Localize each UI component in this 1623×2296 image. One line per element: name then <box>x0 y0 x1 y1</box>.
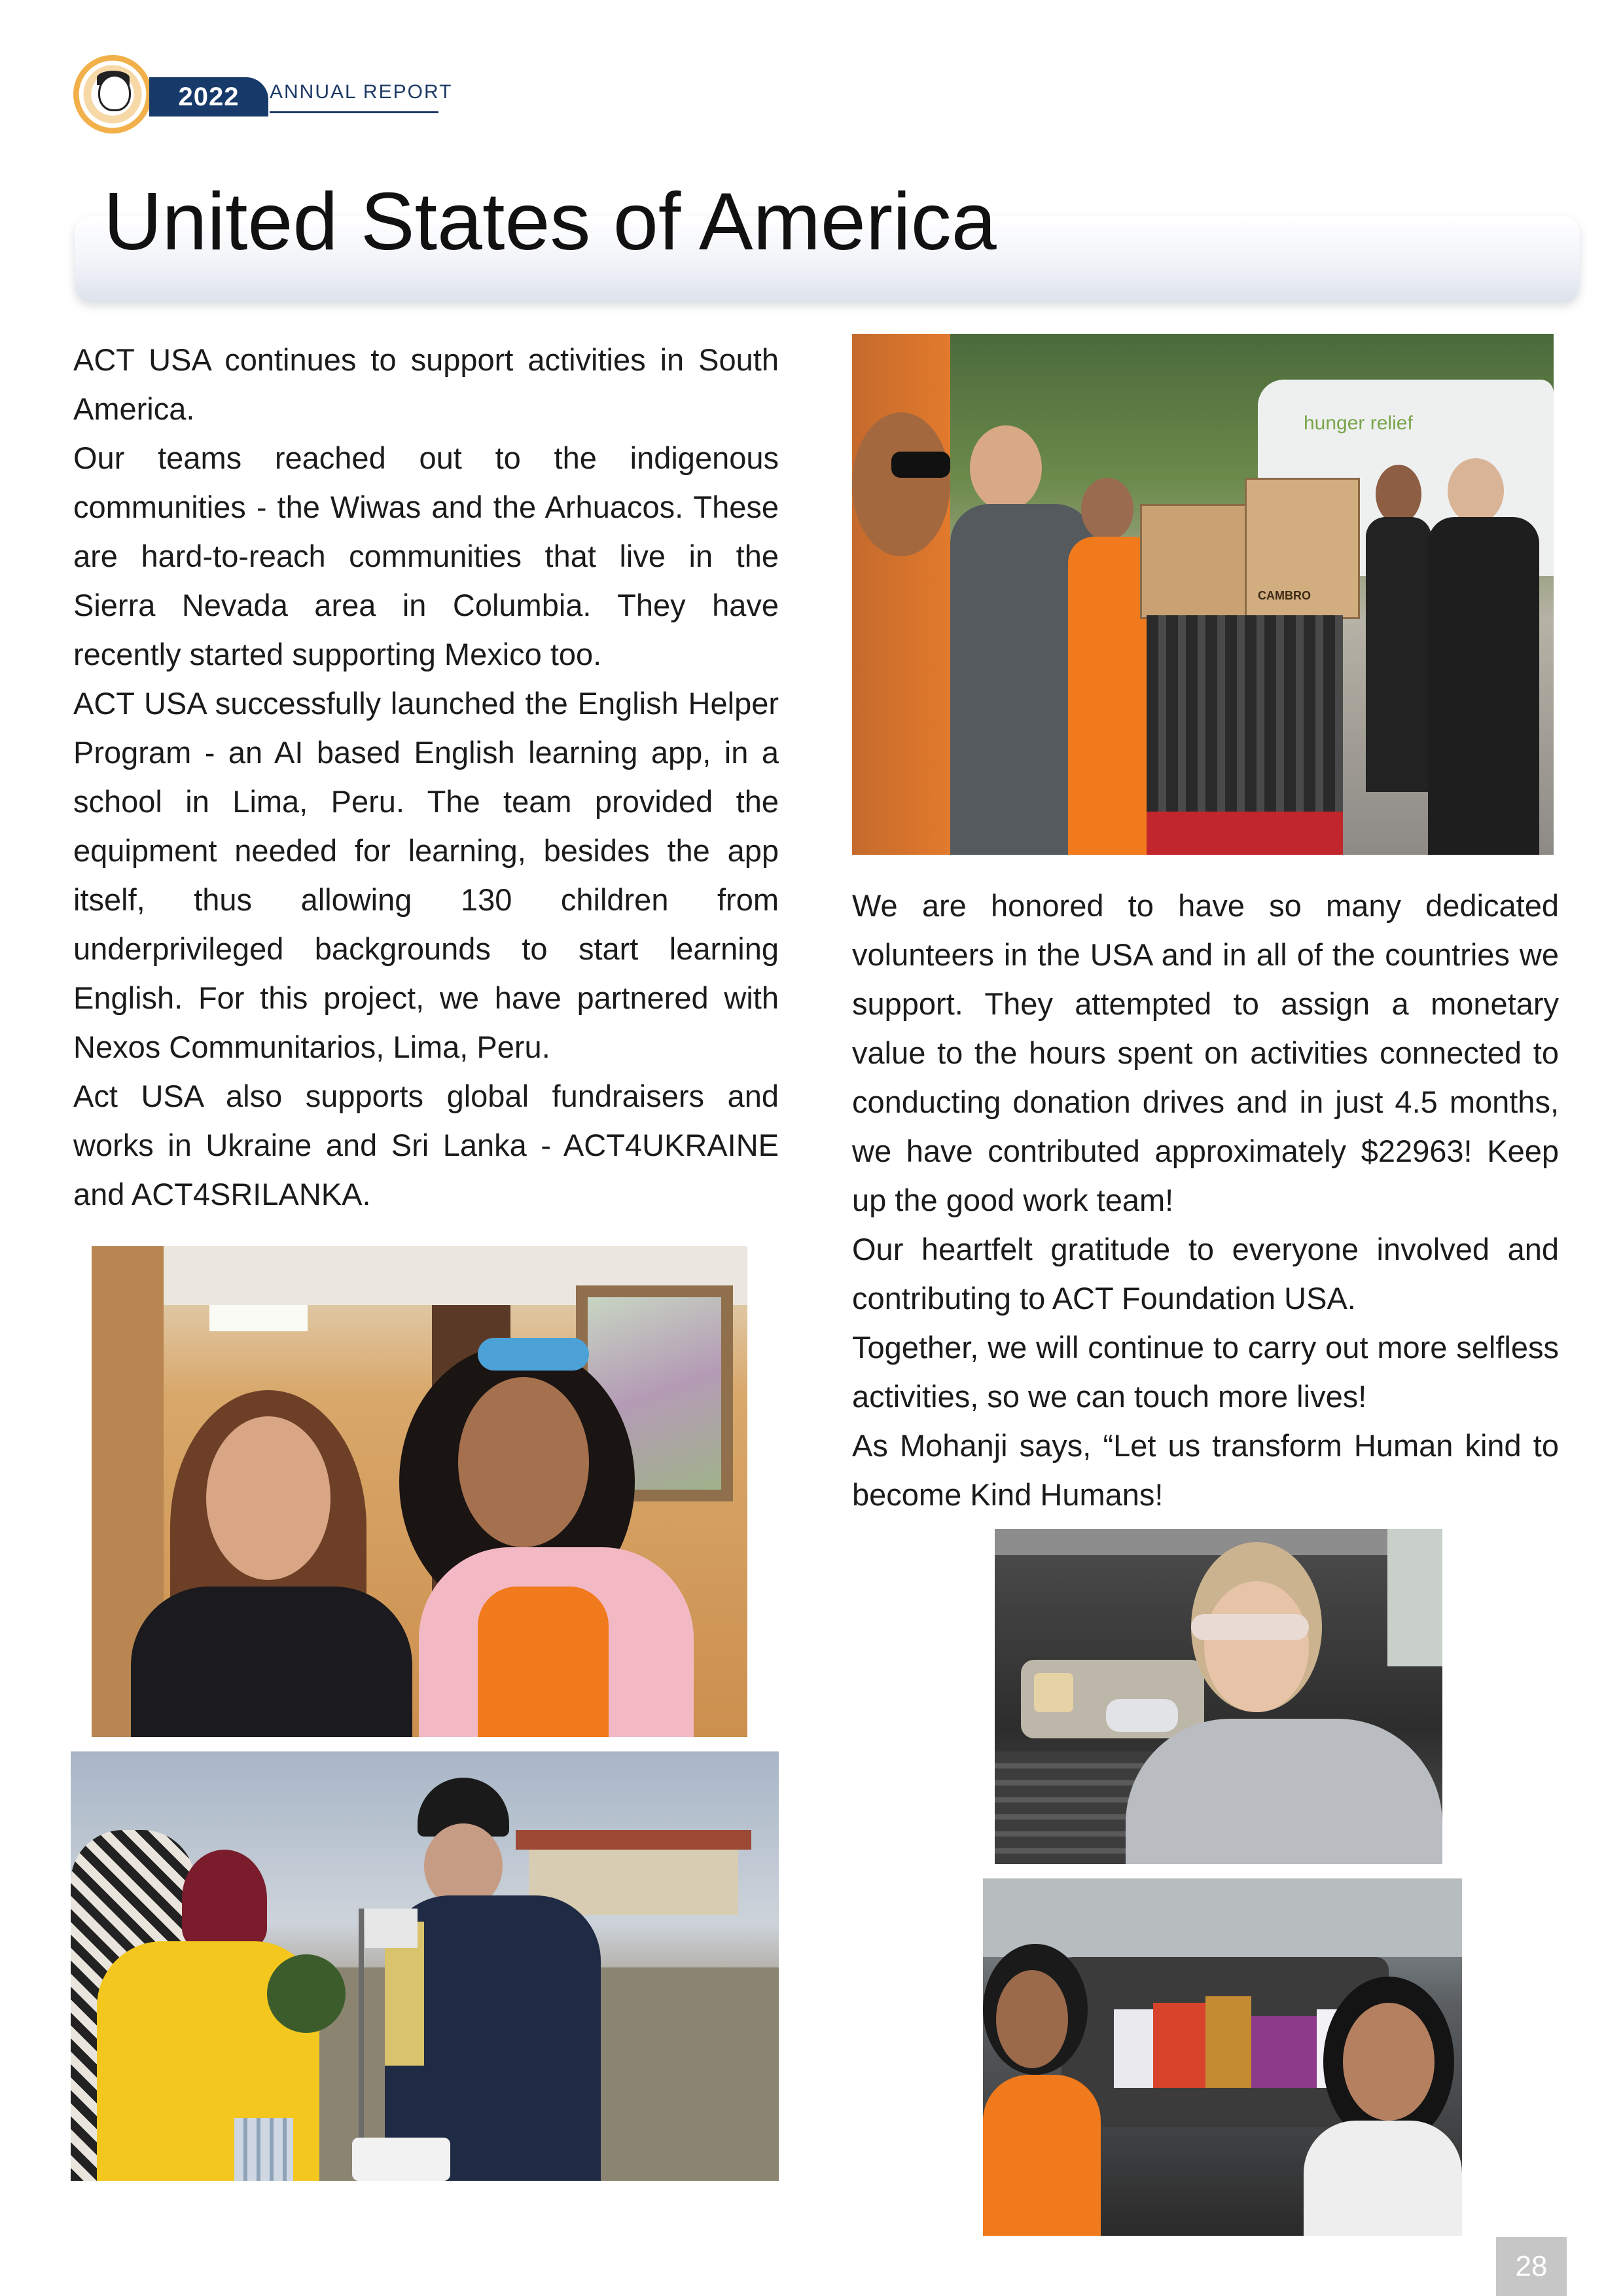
right-text-column <box>852 881 1559 1519</box>
page-title: United States of America <box>103 177 997 267</box>
photo-two-volunteers-selfie <box>92 1246 747 1737</box>
annual-report-label: ANNUAL REPORT <box>270 81 453 103</box>
paragraph: ACT USA continues to support activities in South America. <box>73 342 779 426</box>
paragraph: Our teams reached out to the indigenous communities - the Wiwas and the Arhuacos. These are hard-to-reach communities that live in the Sierra Nevada area in Columbia. They have recently started supporting Mexico too. <box>73 440 779 672</box>
photo-volunteers-donation-boxes <box>852 334 1554 855</box>
photo-car-trunk-donations <box>995 1529 1442 1864</box>
header-underline <box>270 111 438 113</box>
paragraph: Act USA also supports global fundraisers and works in Ukraine and Sri Lanka - ACT4UKRAINE and ACT4SRILANKA. <box>73 1079 779 1211</box>
paragraph: Together, we will continue to carry out more selfless activities, so we can touch more lives! <box>852 1330 1559 1414</box>
photo-food-distribution <box>71 1751 779 2181</box>
act-foundation-logo <box>73 55 152 134</box>
page-number: 28 <box>1496 2237 1567 2296</box>
paragraph: We are honored to have so many dedicated volunteers in the USA and in all of the countries we support. They attempted to assign a monetary value to the hours spent on activities connected to conducting donation drives and in just 4.5 months, we have contributed approximately $22963! Keep up the good work team! <box>852 888 1559 1217</box>
paragraph: As Mohanji says, “Let us transform Human kind to become Kind Humans! <box>852 1428 1559 1512</box>
photo-suv-food-donations <box>983 1878 1462 2236</box>
paragraph: ACT USA successfully launched the English Helper Program - an AI based English learning app, in a school in Lima, Peru. The team provided the equipment needed for learning, besides the app itself, thus allowing 130 children from underprivileged backgrounds to start learning English. For this project, we have partnered with Nexos Communitarios, Lima, Peru. <box>73 686 779 1064</box>
box-label: CAMBRO <box>1258 589 1311 602</box>
van-lettering: hunger relief <box>1304 412 1413 434</box>
paragraph: Our heartfelt gratitude to everyone involved and contributing to ACT Foundation USA. <box>852 1232 1559 1316</box>
report-year-badge: 2022 <box>149 77 268 117</box>
left-text-column <box>73 335 779 1219</box>
